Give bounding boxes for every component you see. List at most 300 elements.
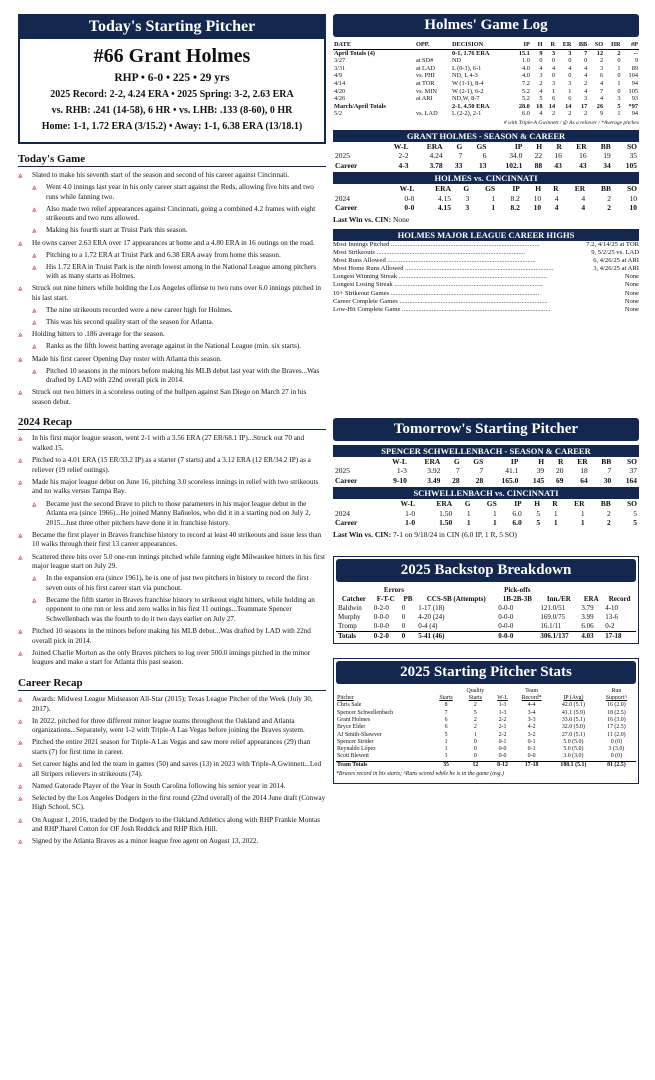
table-cell: ND, L 4-3: [452, 72, 478, 80]
table-cell: 69: [555, 475, 564, 485]
holmes-vs-cin-table: [333, 184, 639, 213]
note-text: Pitched 10 seasons in the minors before making his MLB debut last year with the Braves...Was drafted by LAD with 22nd overall pick in 2014.: [46, 366, 320, 385]
schwellenbach-season-header: SPENCER SCHWELLENBACH - SEASON & CAREER: [333, 445, 639, 457]
table-cell: 188.1 (5.1): [550, 761, 597, 769]
note-item: [18, 355, 326, 365]
table-cell: 1: [466, 518, 471, 528]
note-item: [18, 760, 326, 779]
note-text: Became the fifth starter in Braves franchise history to strikeout eight hitters, while holding an opponent to one run or less and zero walks in his first 11 outings...Teammate Spencer Schwellenbach was the fourth to do it two days earlier on July 27.: [46, 595, 315, 624]
table-cell: ND,W, 8-7: [452, 95, 480, 103]
braves-a-bullet-icon: ⩓: [18, 716, 23, 726]
holmes-last-win: Last Win vs. CIN: None: [333, 214, 410, 224]
table-cell: March/April Totals: [334, 102, 386, 110]
note-item: [18, 183, 326, 202]
column-header: Quality: [466, 687, 485, 694]
table-cell: 3.99: [581, 612, 594, 621]
table-cell: [415, 103, 451, 111]
table-cell: 89: [631, 64, 638, 72]
table-cell: 164: [625, 475, 637, 485]
table-cell: 2: [607, 203, 612, 213]
backstop-header: 2025 Backstop Breakdown: [336, 559, 636, 582]
note-text: Named Gatorade Player of the Year in South Carolina following his senior year in 2014.: [32, 781, 286, 790]
table-cell: at ARI: [415, 95, 433, 103]
career-high-value: 9, 5/2/25 vs. LAD: [591, 249, 639, 257]
table-cell: 1.0: [521, 57, 530, 65]
column-header: IP: [512, 184, 520, 194]
sp-stats-footnote: *Braves record in his starts; ^Runs scored while he is in the game (avg.): [336, 771, 504, 778]
table-row: [336, 746, 636, 753]
table-cell: 2024: [335, 193, 350, 203]
table-cell: 0: [473, 738, 477, 745]
table-cell: 3-2: [527, 731, 536, 738]
column-header: SO: [626, 141, 637, 151]
left-column: [18, 14, 326, 849]
table-cell: 18: [536, 102, 543, 110]
table-cell: 0: [539, 57, 543, 65]
career-high-value: None: [624, 289, 639, 297]
table-cell: 94: [631, 110, 638, 118]
table-cell: 16: [554, 151, 562, 161]
sp-stats-box: [333, 658, 639, 784]
braves-a-bullet-icon: ⩓: [18, 760, 23, 770]
table-cell: 3.92: [427, 466, 441, 476]
table-cell: vs. MIN: [415, 87, 437, 95]
table-cell: 105: [628, 87, 638, 95]
note-item: [18, 478, 326, 497]
table-cell: 1.50: [439, 508, 453, 518]
career-high-value: 6, 4/26/25 at ARI: [593, 257, 639, 265]
career-high-label: Most Strikeouts ..........................................................................................: [333, 249, 525, 257]
table-cell: 0-0: [527, 753, 536, 760]
career-high-row: [333, 298, 639, 306]
table-cell: 0: [617, 57, 621, 65]
table-cell: 4: [568, 64, 572, 72]
pitcher-splits: vs. RHB: .241 (14-58), 6 HR • vs. LHB: .133 (8-60), 0 HR: [51, 105, 293, 116]
braves-a-bullet-icon: ⩓: [18, 456, 23, 466]
braves-a-bullet-icon: ⩓: [18, 330, 23, 340]
table-cell: 6: [568, 95, 572, 103]
table-cell: 3: [551, 79, 556, 87]
column-header: SO: [588, 41, 604, 49]
table-cell: 0: [400, 631, 416, 641]
table-cell: 1: [580, 518, 585, 528]
table-cell: 6.0: [512, 518, 522, 528]
table-cell: 105: [625, 160, 637, 170]
career-high-label: Longest Losing Streak ..........................................................................................: [333, 281, 543, 289]
note-item: [18, 627, 326, 646]
table-cell: 4: [581, 203, 586, 213]
note-text: Went 4.0 innings last year in his only career start against the Reds, allowing five hits and two runs while fanning two.: [46, 183, 314, 201]
table-row: [333, 151, 639, 161]
note-item: [18, 284, 326, 303]
note-item: [18, 695, 326, 714]
table-row: [336, 622, 636, 632]
column-header: GS: [486, 499, 497, 509]
table-cell: April Totals (4): [334, 49, 375, 57]
table-cell: 0-1: [527, 746, 536, 753]
table-cell: 0: [551, 72, 556, 80]
table-cell: 16 (2.0): [607, 702, 626, 709]
career-high-row: [333, 249, 639, 257]
table-cell: 2: [584, 110, 588, 118]
table-cell: 2: [473, 702, 477, 709]
table-cell: 88: [534, 160, 543, 170]
pitcher-name: #66 Grant Holmes: [93, 45, 251, 67]
table-cell: 0: [568, 72, 572, 80]
braves-a-bullet-icon: ⩓: [32, 574, 37, 584]
note-item: [18, 434, 326, 453]
braves-a-bullet-icon: ⩓: [18, 530, 23, 540]
table-row: [333, 194, 639, 204]
table-cell: Career: [335, 518, 358, 528]
column-header: H: [535, 184, 542, 194]
table-cell: 2: [539, 79, 543, 87]
note-text: The nine strikeouts recorded were a new career high for Holmes.: [46, 306, 233, 315]
table-cell: 6.06: [581, 621, 594, 630]
table-cell: 93: [631, 95, 638, 103]
column-header: Starts: [439, 695, 453, 702]
table-cell: 18: [580, 466, 588, 476]
table-cell: 1: [553, 518, 558, 528]
table-cell: 3: [617, 95, 621, 103]
table-cell: W (1-1), 8-4: [452, 79, 484, 87]
table-cell: L (0-1), 6-1: [452, 64, 482, 72]
table-cell: 4/26: [334, 95, 346, 103]
table-cell: 12: [459, 761, 492, 769]
table-cell: 2-2: [398, 151, 409, 161]
note-item: [18, 717, 326, 736]
career-high-value: 7.2, 4/14/25 at TOR: [586, 240, 639, 248]
table-cell: 0-0-0: [498, 612, 514, 621]
note-text: In the expansion era (since 1961), he is one of just two pitchers in history to record the first seven outs of his first career start via punchout.: [46, 574, 309, 592]
table-cell: 64: [580, 475, 588, 485]
note-text: Also made two relief appearances against Cincinnati, going a combined 4.2 frames with eight strikeouts and two runs allowed.: [46, 204, 316, 223]
table-cell: 34.0: [509, 151, 523, 161]
braves-a-bullet-icon: ⩓: [32, 595, 37, 605]
note-item: [18, 171, 326, 181]
table-cell: 16.1/11: [540, 621, 562, 630]
column-header: R: [556, 141, 562, 151]
table-cell: 5: [536, 518, 541, 528]
table-cell: 10: [629, 193, 637, 203]
note-item: [18, 205, 326, 224]
note-text: Made his major league debut on June 16, pitching 3.0 scoreless innings in relief with two strikeouts and no walks versus Tampa Bay.: [32, 477, 319, 496]
table-cell: 0: [551, 57, 556, 65]
table-row: [336, 613, 636, 622]
table-cell: 27.0 (5.1): [561, 731, 585, 738]
table-cell: Chris Sale: [337, 702, 362, 709]
schwellenbach-vs-cin-header: SCHWELLENBACH vs. CINCINNATI: [333, 487, 639, 499]
table-cell: 4: [539, 87, 543, 95]
game-log-row: [333, 49, 639, 57]
note-text: Pitched to a 4.01 ERA (15 ER/33.2 IP) as a starter (7 starts) and a 3.12 ERA (12 ER/34.2 IP) as a reliever (19 relief outings).: [32, 456, 311, 474]
braves-a-bullet-icon: ⩓: [18, 552, 23, 562]
table-cell: 10: [533, 203, 542, 213]
table-cell: Bryce Elder: [337, 724, 366, 731]
table-cell: 34: [603, 160, 611, 170]
note-text: Pitched 10 seasons in the minors before making his MLB debut...Was drafted by LAD with 22nd overall pick in 2014.: [32, 627, 311, 645]
note-text: His 1.72 ERA in Truist Park is the ninth lowest among in the National League among pitchers with as many starts as Holmes.: [46, 262, 317, 281]
note-item: [18, 738, 326, 757]
table-cell: 17-18: [513, 761, 550, 769]
table-cell: 0-2-0: [372, 631, 400, 641]
column-header: W-L: [400, 499, 416, 509]
table-cell: 2: [607, 508, 611, 518]
table-cell: 3: [465, 193, 470, 203]
table-cell: 306.1/137: [538, 631, 579, 641]
table-cell: 0 (0): [610, 738, 623, 745]
note-text: Joined Charlie Morton as the only Braves pitchers to log over 500.0 innings pitched in the minor leagues and make a start for Atlanta this past season.: [32, 648, 311, 667]
column-header: Pitcher: [337, 695, 354, 702]
table-cell: 0: [401, 612, 406, 621]
column-header: ERA: [435, 184, 452, 194]
table-cell: 5-41 (46): [416, 631, 496, 641]
table-cell: L (2-2), 2-1: [452, 110, 482, 118]
braves-a-bullet-icon: ⩓: [32, 342, 37, 352]
game-log-header: Holmes' Game Log: [333, 14, 639, 37]
table-cell: 0: [617, 87, 621, 95]
table-cell: 4: [551, 64, 556, 72]
table-cell: 16 (3.0): [607, 716, 626, 723]
column-header: H: [538, 456, 545, 466]
table-cell: 2: [473, 716, 477, 723]
note-item: [18, 596, 326, 625]
column-header: [433, 688, 459, 695]
note-item: [18, 500, 326, 529]
table-cell: 14: [548, 102, 556, 110]
column-header: W-L: [497, 695, 508, 702]
table-cell: 2: [617, 49, 621, 57]
table-cell: 0-2: [605, 621, 615, 630]
table-cell: 2: [473, 724, 477, 731]
note-text: Pitching to a 1.72 ERA at Truist Park and 6.38 ERA away from home this season.: [46, 250, 281, 259]
table-cell: 7.2: [521, 79, 530, 87]
sp-stats-header: 2025 Starting Pitcher Stats: [336, 661, 636, 684]
table-cell: 5.0 (5.0): [563, 746, 584, 753]
holmes-season-header: GRANT HOLMES - SEASON & CAREER: [333, 130, 639, 142]
table-cell: vs. LAD: [415, 110, 438, 118]
table-row: [333, 476, 639, 486]
braves-a-bullet-icon: ⩓: [18, 627, 23, 637]
career-high-label: 10+ Strikeout Games ..........................................................................................: [333, 289, 540, 297]
column-header: 1B-2B-3B: [502, 594, 532, 603]
column-header: OPP.: [415, 41, 451, 49]
table-cell: 1: [553, 508, 558, 518]
table-cell: 4.03: [579, 631, 603, 641]
table-cell: 0: [584, 57, 588, 65]
table-cell: 26: [596, 102, 604, 110]
table-cell: 17 (2.5): [607, 724, 626, 731]
note-item: [18, 574, 326, 593]
starting-pitcher-box: [18, 14, 326, 144]
note-text: Struck out two hitters in a scoreless outing of the bullpen against San Diego on March 27 in his season debut.: [32, 388, 307, 406]
braves-a-bullet-icon: ⩓: [18, 477, 23, 487]
career-high-row: [333, 241, 639, 249]
table-cell: 3-3: [527, 716, 536, 723]
table-cell: 1: [617, 64, 621, 72]
table-cell: Grant Holmes: [337, 716, 371, 723]
table-cell: 3: [465, 203, 470, 213]
table-cell: 32.0 (5.0): [561, 724, 585, 731]
career-high-label: Most Innings Pitched ..........................................................................................: [333, 240, 540, 248]
table-cell: 4: [584, 72, 588, 80]
table-cell: 8: [444, 702, 448, 709]
table-cell: 3: [551, 49, 556, 57]
table-cell: 7: [455, 466, 460, 476]
note-text: Made his first career Opening Day roster with Atlanta this season.: [32, 354, 222, 363]
column-header: [333, 499, 382, 509]
table-cell: 3/31: [334, 64, 346, 72]
column-header: G: [463, 184, 470, 194]
table-cell: Scott Blewett: [337, 753, 369, 760]
column-header: IP (Avg): [563, 695, 584, 702]
table-cell: 0: [401, 603, 406, 612]
table-cell: 2024: [335, 508, 350, 518]
career-recap-notes: [18, 695, 326, 847]
pitcher-bio: RHP • 6-0 • 225 • 29 yrs: [114, 72, 230, 84]
braves-a-bullet-icon: ⩓: [18, 738, 23, 748]
table-row: [333, 518, 639, 528]
backstop-total-row: [336, 631, 636, 641]
table-cell: 7: [444, 709, 448, 716]
schwellenbach-last-win: Last Win vs. CIN: 7-1 on 9/18/24 in CIN (6.0 IP, 1 R, 5 SO): [333, 529, 517, 539]
table-cell: 41.1: [505, 466, 519, 476]
note-text: Holding hitters to .186 average for the season.: [32, 330, 165, 339]
table-cell: 0-0-0: [496, 631, 538, 641]
table-cell: 1: [491, 203, 496, 213]
table-cell: 7: [607, 466, 612, 476]
table-cell: 5: [633, 518, 637, 528]
column-header: Run: [611, 687, 622, 694]
column-header: W-L: [393, 141, 409, 151]
table-cell: 145: [532, 475, 545, 485]
column-header: CCS-SB (Attempts): [426, 594, 486, 603]
career-highs-header: HOLMES MAJOR LEAGUE CAREER HIGHS: [333, 229, 639, 241]
table-cell: AJ Smith-Shawver: [337, 731, 382, 738]
table-row: [336, 739, 636, 746]
table-cell: 20: [555, 466, 564, 476]
table-row: [336, 604, 636, 613]
braves-a-bullet-icon: ⩓: [32, 226, 37, 236]
note-text: Slated to make his seventh start of the season and second of his career against Cincinnati.: [32, 171, 290, 179]
career-high-value: None: [624, 305, 639, 313]
column-header: [333, 457, 377, 467]
table-cell: 4.24: [429, 151, 443, 161]
table-cell: 42.0 (5.1): [561, 702, 585, 709]
table-cell: 4-4: [527, 702, 536, 709]
note-item: [18, 553, 326, 572]
column-header: [336, 688, 433, 695]
note-item: [18, 342, 326, 352]
table-cell: 94: [631, 79, 638, 87]
table-cell: 4/20: [334, 87, 346, 95]
column-header: R: [543, 41, 556, 49]
table-cell: 5: [536, 508, 541, 518]
braves-a-bullet-icon: ⩓: [18, 434, 23, 444]
table-cell: 5.2: [521, 95, 530, 103]
table-cell: 9: [634, 57, 638, 65]
table-cell: 5: [473, 709, 477, 716]
note-text: Awards: Midwest League Midseason All-Star (2015); Texas League Pitcher of the Week (July 30, 2017).: [32, 695, 313, 713]
table-cell: *97: [628, 102, 638, 110]
column-header: Catcher: [341, 594, 366, 603]
note-item: [18, 263, 326, 282]
note-item: [18, 531, 326, 550]
note-text: This was his second quality start of the season for Atlanta.: [46, 318, 214, 327]
note-item: [18, 816, 326, 835]
table-cell: 2-1, 4.50 ERA: [452, 102, 490, 110]
note-text: Making his fourth start at Truist Park this season.: [46, 226, 188, 235]
table-cell: 6: [551, 95, 556, 103]
table-row: [333, 161, 639, 171]
career-high-row: [333, 257, 639, 265]
column-header: DECISION: [451, 41, 511, 49]
table-cell: 4.15: [437, 203, 452, 213]
table-cell: 22: [534, 151, 543, 161]
note-item: [18, 649, 326, 668]
note-text: Signed by the Atlanta Braves as a minor league free agent on August 13, 2022.: [32, 837, 259, 846]
table-cell: 5.0 (5.0): [563, 738, 584, 745]
note-item: [18, 794, 326, 813]
table-cell: 1-3: [396, 466, 407, 476]
table-cell: 1: [491, 193, 496, 203]
table-cell: at SD#: [415, 57, 434, 65]
table-cell: 4: [554, 193, 559, 203]
table-cell: 13-6: [605, 612, 619, 621]
holmes-season-table: [333, 142, 639, 171]
table-cell: 0: [473, 753, 477, 760]
table-cell: vs. PHI: [415, 72, 435, 80]
career-high-row: [333, 265, 639, 273]
table-row: [336, 717, 636, 724]
note-text: In 2022, pitched for three different minor league teams throughout the Oakland and Atlanta organizations...Separately, went 1-2 with Triple-A Las Vegas before joining the Braves system.: [32, 716, 305, 735]
column-header: GS: [473, 456, 484, 466]
pitcher-home-away: Home: 1-1, 1.72 ERA (3/15.2) • Away: 1-1, 6.38 ERA (13/18.1): [41, 121, 303, 132]
column-header: GS: [476, 141, 487, 151]
game-log-row: [333, 65, 639, 73]
table-cell: 2: [551, 110, 556, 118]
table-cell: 3: [599, 64, 604, 72]
table-cell: 8.2: [510, 203, 520, 213]
career-high-value: None: [624, 297, 639, 305]
braves-a-bullet-icon: ⩓: [18, 837, 23, 847]
column-header: H: [536, 141, 543, 151]
table-cell: 4: [539, 64, 543, 72]
column-header: ER: [556, 41, 572, 49]
table-cell: 17: [580, 102, 588, 110]
note-item: [18, 367, 326, 386]
table-cell: 5/2: [334, 110, 343, 118]
table-cell: 4/14: [334, 79, 346, 87]
table-cell: 1: [466, 508, 471, 518]
column-header: R: [552, 499, 558, 509]
table-cell: 3: [539, 72, 543, 80]
table-cell: 0-2-0: [373, 603, 389, 612]
career-high-label: Most Home Runs Allowed ..........................................................................................: [333, 265, 554, 273]
column-header: IP: [511, 41, 531, 49]
note-text: On August 1, 2016, traded by the Dodgers to the Oakland Athletics along with RHP Frankie Montas and RHP Jharel Cotton for OF Josh Reddick and RHP Rich Hill.: [32, 815, 320, 834]
table-cell: 9: [599, 110, 604, 118]
table-cell: 41.1 (5.9): [561, 709, 585, 716]
table-cell: 1: [580, 508, 585, 518]
table-cell: 81 (2.5): [597, 761, 636, 769]
game-log-row: [333, 95, 639, 103]
table-cell: 4.0: [521, 64, 530, 72]
table-cell: Spencer Schwellenbach: [337, 709, 394, 716]
table-cell: 1: [617, 110, 621, 118]
note-item: [18, 226, 326, 236]
table-cell: 12: [596, 49, 604, 57]
